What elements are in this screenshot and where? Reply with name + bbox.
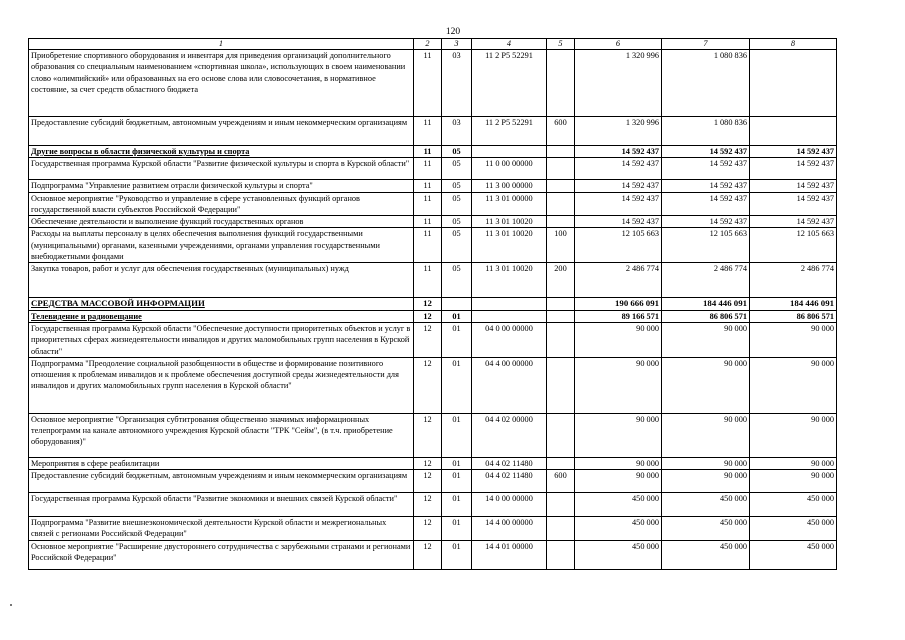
row-amount-col8: 184 446 091 [750, 298, 837, 310]
row-amount-col6: 450 000 [575, 493, 662, 517]
table-row [29, 228, 837, 263]
row-amount-col7: 450 000 [662, 517, 750, 541]
table-row [29, 117, 837, 146]
row-amount-col8: 90 000 [750, 357, 837, 413]
row-section-code: 11 [414, 180, 442, 192]
row-target-code: 14 0 00 00000 [472, 493, 547, 517]
row-subsection-code: 01 [442, 541, 472, 570]
row-expense-type: 600 [547, 117, 575, 146]
row-amount-col8: 12 105 663 [750, 228, 837, 263]
row-subsection-code: 01 [442, 413, 472, 457]
page-number: 120 [445, 27, 461, 37]
row-amount-col7: 90 000 [662, 470, 750, 493]
table-row [29, 493, 837, 517]
table-row [29, 216, 837, 228]
row-target-code: 11 2 P5 52291 [472, 117, 547, 146]
row-target-code: 11 3 01 00000 [472, 192, 547, 216]
row-amount-col8: 90 000 [750, 413, 837, 457]
row-amount-col6: 450 000 [575, 517, 662, 541]
row-subsection-code: 05 [442, 228, 472, 263]
table-row [29, 50, 837, 117]
row-section-code: 12 [414, 517, 442, 541]
row-subsection-code: 01 [442, 470, 472, 493]
row-expense-type [547, 310, 575, 322]
row-description: Государственная программа Курской области "Обеспечение доступности приоритетных объектов и услуг в приоритетных сферах жизнедеятельности инвалидов и других маломобильных групп населения в Курской области" [29, 322, 414, 357]
row-section-code: 12 [414, 470, 442, 493]
row-subsection-code: 05 [442, 263, 472, 298]
row-amount-col6: 89 166 571 [575, 310, 662, 322]
row-description: Основное мероприятие "Руководство и управление в сфере установленных функций органов государственной власти субъектов Российской Федерации" [29, 192, 414, 216]
row-section-code: 11 [414, 263, 442, 298]
row-amount-col8: 450 000 [750, 493, 837, 517]
row-expense-type: 600 [547, 470, 575, 493]
column-number: 3 [442, 39, 472, 50]
row-section-code: 12 [414, 541, 442, 570]
row-section-code: 11 [414, 216, 442, 228]
row-description: Подпрограмма "Преодоление социальной разобщенности в обществе и формирование позитивного отношения к проблемам инвалидов и к проблеме обеспечения доступной среды жизнедеятельности для инвалидов и других маломобильных групп населения в Курской области" [29, 357, 414, 413]
row-expense-type [547, 457, 575, 469]
row-subsection-code [442, 298, 472, 310]
row-subsection-code: 05 [442, 192, 472, 216]
row-expense-type [547, 180, 575, 192]
row-target-code: 04 0 00 00000 [472, 322, 547, 357]
table-row [29, 457, 837, 469]
row-target-code: 14 4 01 00000 [472, 541, 547, 570]
row-amount-col6: 190 666 091 [575, 298, 662, 310]
column-number: 6 [575, 39, 662, 50]
table-row [29, 541, 837, 570]
row-expense-type [547, 192, 575, 216]
row-section-code: 11 [414, 50, 442, 117]
row-description: Подпрограмма "Управление развитием отрасли физической культуры и спорта" [29, 180, 414, 192]
column-numbers-row [29, 39, 837, 50]
row-target-code [472, 146, 547, 158]
row-description: Мероприятия в сфере реабилитации [29, 457, 414, 469]
row-description: Расходы на выплаты персоналу в целях обеспечения выполнения функций государственными (муниципальными) органами, казенными учреждениями, органами управления государственными внебюджетными фондами [29, 228, 414, 263]
row-amount-col7: 14 592 437 [662, 146, 750, 158]
row-section-code: 12 [414, 322, 442, 357]
row-amount-col8: 14 592 437 [750, 192, 837, 216]
row-amount-col6: 90 000 [575, 413, 662, 457]
row-section-code: 11 [414, 158, 442, 180]
row-expense-type [547, 322, 575, 357]
row-amount-col7: 90 000 [662, 357, 750, 413]
row-description: Государственная программа Курской области "Развитие физической культуры и спорта в Курской области" [29, 158, 414, 180]
row-amount-col7: 184 446 091 [662, 298, 750, 310]
row-expense-type [547, 541, 575, 570]
row-amount-col6: 90 000 [575, 322, 662, 357]
row-section-code: 12 [414, 413, 442, 457]
row-amount-col8: 450 000 [750, 517, 837, 541]
row-target-code: 11 3 00 00000 [472, 180, 547, 192]
table-row [29, 310, 837, 322]
row-amount-col6: 14 592 437 [575, 180, 662, 192]
row-amount-col8: 86 806 571 [750, 310, 837, 322]
row-subsection-code: 01 [442, 310, 472, 322]
row-subsection-code: 01 [442, 322, 472, 357]
row-amount-col8 [750, 50, 837, 117]
table-body [29, 39, 837, 570]
row-amount-col7: 14 592 437 [662, 180, 750, 192]
row-amount-col8: 90 000 [750, 322, 837, 357]
row-amount-col6: 12 105 663 [575, 228, 662, 263]
table-row [29, 263, 837, 298]
row-expense-type [547, 357, 575, 413]
row-expense-type [547, 146, 575, 158]
column-number: 7 [662, 39, 750, 50]
row-expense-type [547, 216, 575, 228]
row-amount-col7: 450 000 [662, 493, 750, 517]
row-amount-col6: 90 000 [575, 457, 662, 469]
row-subsection-code: 01 [442, 357, 472, 413]
row-section-code: 12 [414, 457, 442, 469]
table-row [29, 357, 837, 413]
row-description: Предоставление субсидий бюджетным, автономным учреждениям и иным некоммерческим организациям [29, 117, 414, 146]
row-amount-col8: 450 000 [750, 541, 837, 570]
row-amount-col8: 14 592 437 [750, 146, 837, 158]
row-description: Основное мероприятие "Организация субтитрования общественно значимых информационных телепрограмм на канале автономного учреждения Курской области "ТРК "Сейм", (в т.ч. приобретение оборудования)" [29, 413, 414, 457]
row-subsection-code: 03 [442, 117, 472, 146]
table-row [29, 180, 837, 192]
row-target-code: 04 4 02 00000 [472, 413, 547, 457]
column-number: 2 [414, 39, 442, 50]
column-number: 5 [547, 39, 575, 50]
row-description: Закупка товаров, работ и услуг для обеспечения государственных (муниципальных) нужд [29, 263, 414, 298]
row-amount-col7: 86 806 571 [662, 310, 750, 322]
row-expense-type [547, 517, 575, 541]
table-row [29, 158, 837, 180]
table-row [29, 517, 837, 541]
row-amount-col7: 90 000 [662, 413, 750, 457]
table-row [29, 413, 837, 457]
row-description: Подпрограмма "Развитие внешнеэкономической деятельности Курской области и межрегиональных связей с регионами Российской Федерации" [29, 517, 414, 541]
row-description: Обеспечение деятельности и выполнение функций государственных органов [29, 216, 414, 228]
row-target-code: 04 4 00 00000 [472, 357, 547, 413]
row-target-code: 14 4 00 00000 [472, 517, 547, 541]
row-target-code: 11 0 00 00000 [472, 158, 547, 180]
row-amount-col6: 1 320 996 [575, 50, 662, 117]
row-amount-col7: 2 486 774 [662, 263, 750, 298]
row-amount-col6: 14 592 437 [575, 192, 662, 216]
row-expense-type [547, 413, 575, 457]
row-description: Приобретение спортивного оборудования и инвентаря для приведения организаций дополнительного образования со специальным наименованием «спортивная школа», использующих в своем наименовании слово «олимпийский» или образованных на его основе слова или словосочетания, в нормативное состояние, за счет средств областного бюджета [29, 50, 414, 117]
row-expense-type: 100 [547, 228, 575, 263]
row-subsection-code: 01 [442, 517, 472, 541]
row-amount-col6: 90 000 [575, 470, 662, 493]
row-amount-col7: 90 000 [662, 457, 750, 469]
row-expense-type [547, 493, 575, 517]
row-expense-type [547, 158, 575, 180]
row-target-code: 11 3 01 10020 [472, 216, 547, 228]
row-amount-col8 [750, 117, 837, 146]
row-amount-col8: 14 592 437 [750, 216, 837, 228]
column-number: 4 [472, 39, 547, 50]
row-amount-col6: 1 320 996 [575, 117, 662, 146]
row-subsection-code: 05 [442, 180, 472, 192]
row-subsection-code: 05 [442, 216, 472, 228]
row-expense-type: 200 [547, 263, 575, 298]
row-amount-col7: 450 000 [662, 541, 750, 570]
row-section-code: 12 [414, 357, 442, 413]
row-amount-col7: 90 000 [662, 322, 750, 357]
row-amount-col6: 14 592 437 [575, 146, 662, 158]
row-target-code [472, 298, 547, 310]
row-amount-col8: 90 000 [750, 470, 837, 493]
row-target-code: 11 2 P5 52291 [472, 50, 547, 117]
row-description: Предоставление субсидий бюджетным, автономным учреждениям и иным некоммерческим организациям [29, 470, 414, 493]
row-description: СРЕДСТВА МАССОВОЙ ИНФОРМАЦИИ [29, 298, 414, 310]
row-amount-col7: 14 592 437 [662, 158, 750, 180]
row-amount-col7: 12 105 663 [662, 228, 750, 263]
row-description: Государственная программа Курской области "Развитие экономики и внешних связей Курской области" [29, 493, 414, 517]
row-section-code: 12 [414, 493, 442, 517]
row-amount-col6: 14 592 437 [575, 158, 662, 180]
row-expense-type [547, 50, 575, 117]
row-amount-col8: 2 486 774 [750, 263, 837, 298]
scan-speck [10, 604, 12, 606]
row-target-code: 04 4 02 11480 [472, 470, 547, 493]
row-amount-col6: 2 486 774 [575, 263, 662, 298]
row-amount-col6: 14 592 437 [575, 216, 662, 228]
row-section-code: 11 [414, 192, 442, 216]
row-description: Телевидение и радиовещание [29, 310, 414, 322]
row-description: Основное мероприятие "Расширение двустороннего сотрудничества с зарубежными странами и регионами Российской Федерации" [29, 541, 414, 570]
budget-table [28, 38, 837, 570]
row-target-code: 11 3 01 10020 [472, 263, 547, 298]
column-number: 1 [29, 39, 414, 50]
row-section-code: 11 [414, 228, 442, 263]
row-subsection-code: 05 [442, 158, 472, 180]
row-amount-col7: 14 592 437 [662, 192, 750, 216]
row-section-code: 11 [414, 117, 442, 146]
row-amount-col7: 1 080 836 [662, 117, 750, 146]
row-subsection-code: 05 [442, 146, 472, 158]
row-amount-col6: 450 000 [575, 541, 662, 570]
table-row [29, 298, 837, 310]
table-row [29, 146, 837, 158]
row-description: Другие вопросы в области физической культуры и спорта [29, 146, 414, 158]
table-row [29, 192, 837, 216]
row-target-code: 04 4 02 11480 [472, 457, 547, 469]
budget-table-container [28, 38, 836, 570]
row-amount-col8: 14 592 437 [750, 158, 837, 180]
table-row [29, 470, 837, 493]
column-number: 8 [750, 39, 837, 50]
row-section-code: 11 [414, 146, 442, 158]
row-subsection-code: 01 [442, 493, 472, 517]
row-amount-col7: 14 592 437 [662, 216, 750, 228]
row-target-code: 11 3 01 10020 [472, 228, 547, 263]
row-section-code: 12 [414, 310, 442, 322]
row-amount-col6: 90 000 [575, 357, 662, 413]
row-amount-col8: 90 000 [750, 457, 837, 469]
row-amount-col8: 14 592 437 [750, 180, 837, 192]
row-subsection-code: 03 [442, 50, 472, 117]
row-section-code: 12 [414, 298, 442, 310]
row-subsection-code: 01 [442, 457, 472, 469]
table-row [29, 322, 837, 357]
row-amount-col7: 1 080 836 [662, 50, 750, 117]
row-expense-type [547, 298, 575, 310]
row-target-code [472, 310, 547, 322]
